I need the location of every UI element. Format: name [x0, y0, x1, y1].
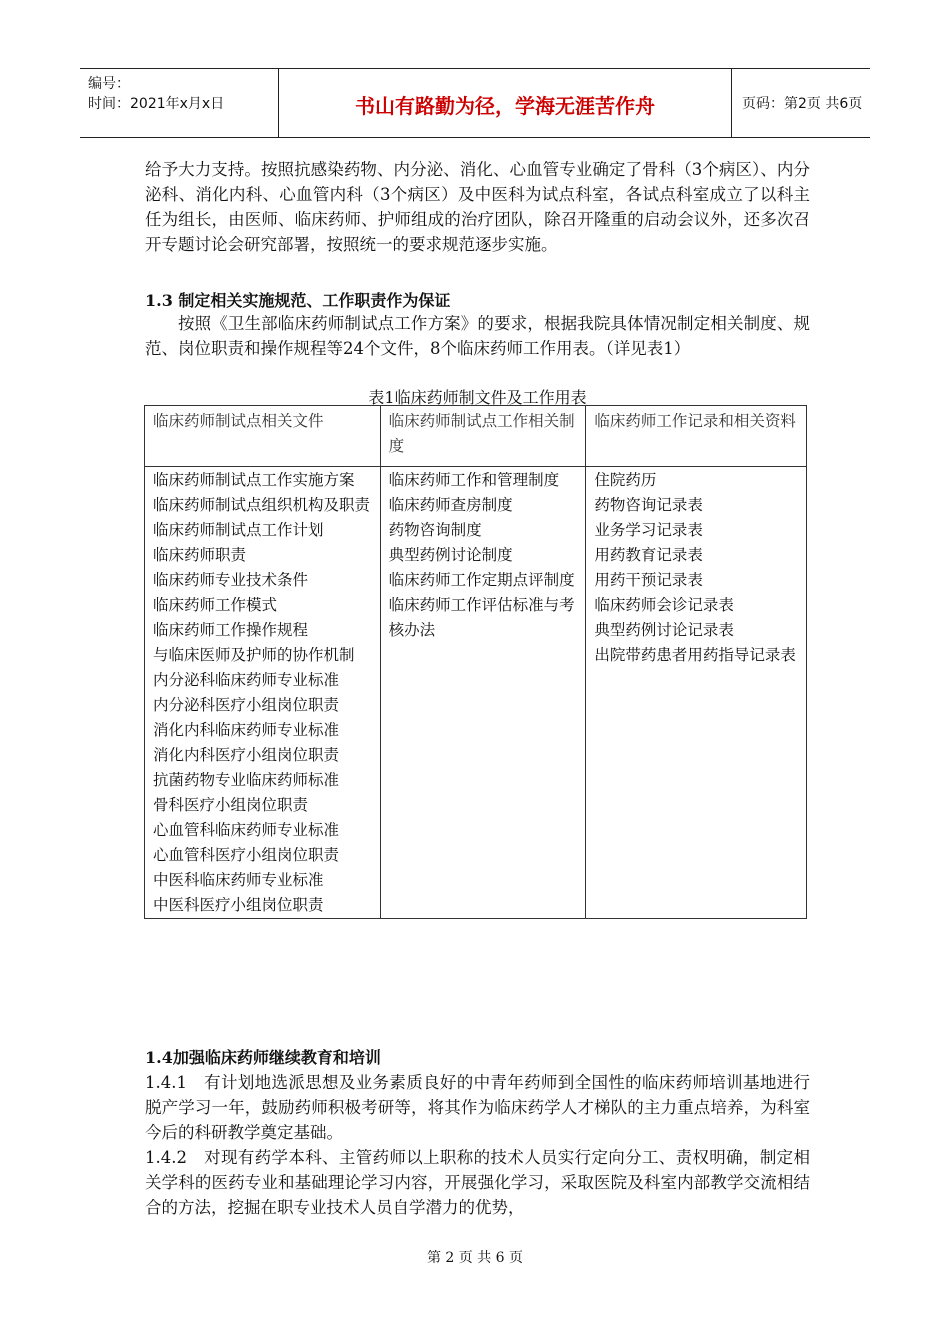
list-item: 与临床医师及护师的协作机制 — [153, 646, 355, 664]
list-item: 临床药师工作定期点评制度 — [388, 571, 575, 589]
section-1-4-1-paragraph: 1.4.1 有计划地选派思想及业务素质良好的中青年药师到全国性的临床药师培训基地进行脱产学习一年，鼓励药师积极考研等，将其作为临床药学人才梯队的主力重点培养，为科室今后的科研教学奠定基础。 — [145, 1073, 810, 1142]
section-1-3-paragraph: 按照《卫生部临床药师制试点工作方案》的要求，根据我院具体情况制定相关制度、规范、岗位职责和操作规程等24个文件，8个临床药师工作用表。（详见表1） — [145, 314, 810, 358]
page-info: 页码：第2页 共6页 — [742, 96, 863, 112]
list-item: 临床药师专业技术条件 — [153, 571, 309, 589]
list-item: 住院药历 — [594, 471, 657, 489]
table-header-row — [145, 406, 807, 467]
table-header-cell: 临床药师制试点工作相关制度 — [380, 406, 586, 467]
intro-paragraph: 给予大力支持。按照抗感染药物、内分泌、消化、心血管专业确定了骨科（3个病区）、内分泌科、消化内科、心血管内科（3个病区）及中医科为试点科室，各试点科室成立了以科主任为组长，由医师、临床药师、护师组成的治疗团队，除召开隆重的启动会议外，还多次召开专题讨论会研究部署，按照统一的要求规范逐步实施。 — [145, 160, 810, 254]
list-item: 临床药师职责 — [153, 546, 247, 564]
section-1-3-heading: 1.3 制定相关实施规范、工作职责作为保证 — [145, 291, 451, 310]
list-item: 消化内科临床药师专业标准 — [153, 721, 340, 739]
list-item: 临床药师工作操作规程 — [153, 621, 309, 639]
table-header-cell: 临床药师工作记录和相关资料 — [586, 406, 807, 467]
list-item: 抗菌药物专业临床药师标准 — [153, 771, 340, 789]
list-item: 临床药师会诊记录表 — [594, 596, 734, 614]
list-item: 临床药师工作评估标准与考核办法 — [388, 596, 575, 639]
list-item: 用药干预记录表 — [594, 571, 703, 589]
list-item: 消化内科医疗小组岗位职责 — [153, 746, 340, 764]
header-page-cell — [732, 69, 870, 137]
table-row — [145, 467, 807, 919]
list-item: 心血管科临床药师专业标准 — [153, 821, 340, 839]
list-item: 内分泌科临床药师专业标准 — [153, 671, 340, 689]
list-item: 典型药例讨论记录表 — [594, 621, 734, 639]
list-item: 骨科医疗小组岗位职责 — [153, 796, 309, 814]
list-item: 出院带药患者用药指导记录表 — [594, 646, 796, 664]
list-item: 临床药师查房制度 — [388, 496, 513, 514]
list-item: 中医科医疗小组岗位职责 — [153, 896, 324, 914]
documents-table — [144, 405, 807, 919]
table-cell-work-systems — [380, 467, 586, 919]
list-item: 临床药师制试点组织机构及职责 — [153, 496, 371, 514]
page-footer: 第 2 页 共 6 页 — [426, 1250, 524, 1266]
list-item: 中医科临床药师专业标准 — [153, 871, 324, 889]
header-motto-cell — [279, 69, 732, 137]
table-cell-work-records — [586, 467, 807, 919]
section-1-4-heading: 1.4加强临床药师继续教育和培训 — [145, 1048, 381, 1067]
header-meta-cell — [80, 69, 279, 137]
list-item: 药物咨询制度 — [388, 521, 482, 539]
list-item: 典型药例讨论制度 — [388, 546, 513, 564]
serial-label: 编号： — [88, 76, 130, 92]
list-item: 临床药师工作模式 — [153, 596, 278, 614]
date-label: 时间：2021年x月x日 — [88, 96, 225, 112]
section-1-4-2-paragraph: 1.4.2 对现有药学本科、主管药师以上职称的技术人员实行定向分工、责权明确，制定相关学科的医药专业和基础理论学习内容，开展强化学习，采取医院及科室内部教学交流相结合的方法，挖掘在职专业技术人员自学潜力的优势， — [145, 1148, 810, 1217]
list-item: 用药教育记录表 — [594, 546, 703, 564]
list-item: 业务学习记录表 — [594, 521, 703, 539]
table-cell-related-documents — [145, 467, 381, 919]
list-item: 临床药师工作和管理制度 — [388, 471, 560, 489]
table-header-cell: 临床药师制试点相关文件 — [145, 406, 381, 467]
list-item: 药物咨询记录表 — [594, 496, 703, 514]
motto: 书山有路勤为径，学海无涯苦作舟 — [355, 94, 655, 118]
list-item: 临床药师制试点工作实施方案 — [153, 471, 355, 489]
list-item: 临床药师制试点工作计划 — [153, 521, 324, 539]
list-item: 心血管科医疗小组岗位职责 — [153, 846, 340, 864]
list-item: 内分泌科医疗小组岗位职责 — [153, 696, 340, 714]
table-caption: 表1临床药师制文件及工作用表 — [368, 388, 587, 407]
page-header — [80, 68, 870, 138]
